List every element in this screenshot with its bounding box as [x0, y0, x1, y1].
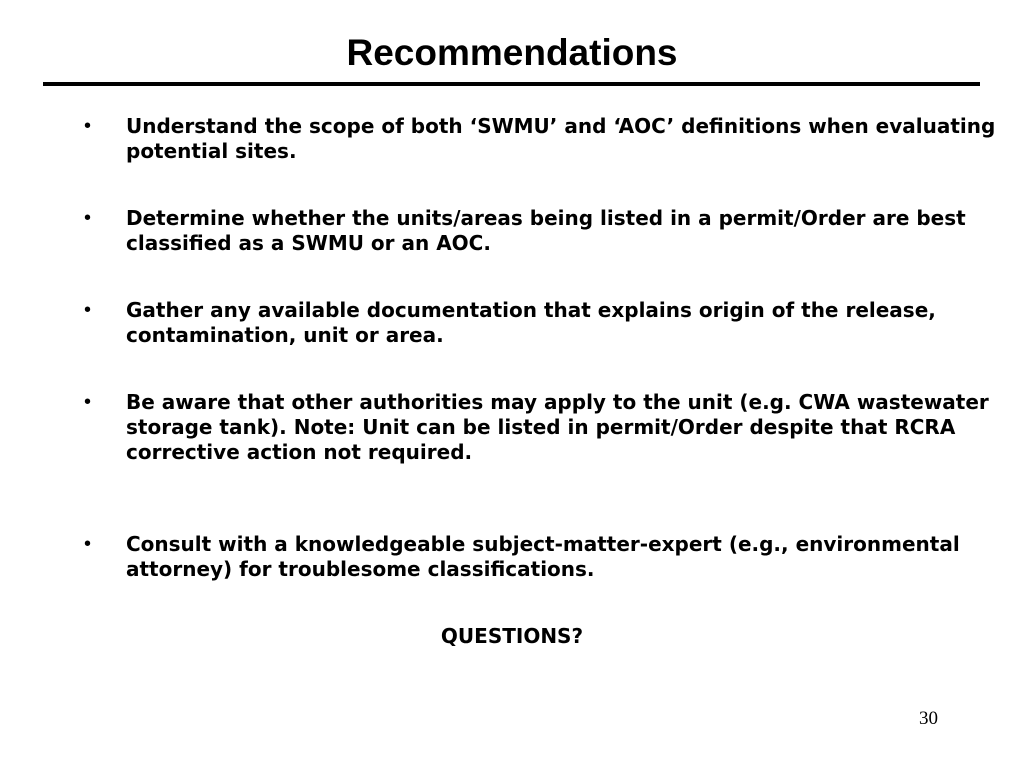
bullet-marker: • — [84, 115, 92, 137]
closing-questions: QUESTIONS? — [440, 624, 584, 648]
slide-title: Recommendations — [346, 32, 678, 73]
bullet-text: Consult with a knowledgeable subject-matter-expert (e.g., environmental attorney) for troublesome classifications. — [126, 532, 960, 581]
bullet-text: Determine whether the units/areas being listed in a permit/Order are best classified as a SWMU or an AOC. — [126, 206, 966, 255]
bullet-item — [84, 298, 1006, 348]
page-number: 30 — [919, 708, 938, 729]
bullet-text: Understand the scope of both ‘SWMU’ and ‘AOC’ definitions when evaluating potential sites. — [126, 114, 996, 163]
bullet-marker: • — [84, 207, 92, 229]
bullet-item — [84, 114, 1006, 164]
bullet-item — [84, 532, 1006, 582]
title-underline-divider — [43, 82, 980, 86]
bullet-marker: • — [84, 299, 92, 321]
bullet-text: Be aware that other authorities may apply to the unit (e.g. CWA wastewater storage tank). Note: Unit can be listed in permit/Order despite that RCRA corrective action not required. — [126, 390, 989, 464]
bullet-marker: • — [84, 533, 92, 555]
bullet-item — [84, 206, 1006, 256]
bullet-marker: • — [84, 391, 92, 413]
bullet-text: Gather any available documentation that explains origin of the release, contamination, unit or area. — [126, 298, 936, 347]
bullet-item — [84, 390, 1006, 465]
